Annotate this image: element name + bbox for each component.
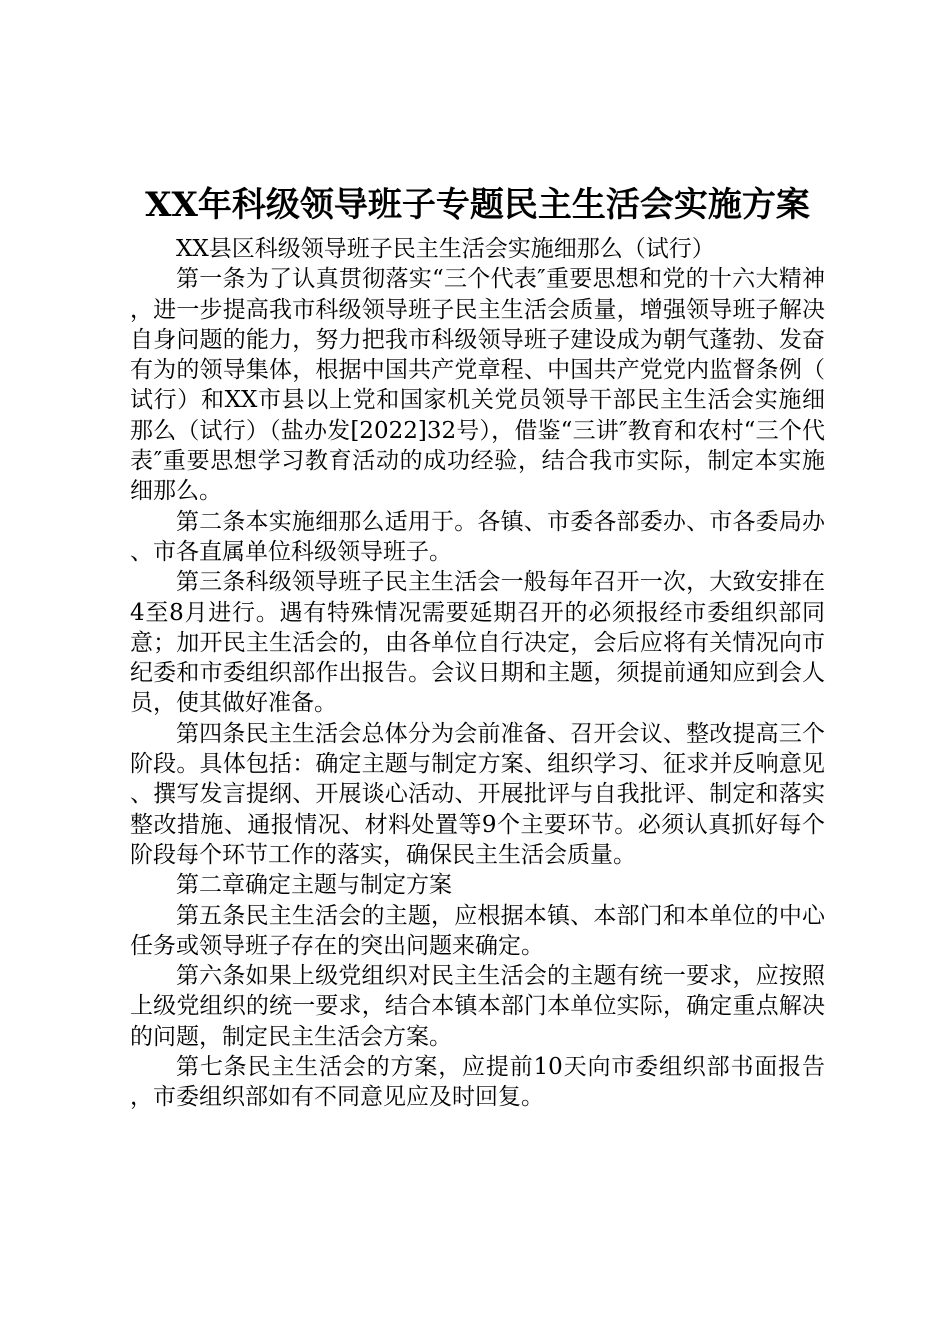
paragraph-article-5: 第五条民主生活会的主题，应根据本镇、本部门和本单位的中心任务或领导班子存在的突出问题来确定。 — [130, 902, 825, 959]
document-title: XX年科级领导班子专题民主生活会实施方案 — [145, 185, 810, 225]
document-page — [130, 180, 825, 1113]
paragraph-article-1: 第一条为了认真贯彻落实“三个代表″重要思想和党的十六大精神，进一步提高我市科级领导班子民主生活会质量，增强领导班子解决自身问题的能力，努力把我市科级领导班子建设成为朝气蓬勃、发奋有为的领导集体，根据中国共产党章程、中国共产党党内监督条例（试行）和XX市县以上党和国家机关党员领导干部民主生活会实施细那么（试行）（盐办发[2022]32号），借鉴“三讲″教育和农村“三个代表″重要思想学习教育活动的成功经验，结合我市实际，制定本实施细那么。 — [130, 266, 825, 505]
paragraph-article-4: 第四条民主生活会总体分为会前准备、召开会议、整改提高三个阶段。具体包括：确定主题与制定方案、组织学习、征求并反响意见、撰写发言提纲、开展谈心活动、开展批评与自我批评、制定和落实整改措施、通报情况、材料处置等9个主要环节。必须认真抓好每个阶段每个环节工作的落实，确保民主生活会质量。 — [130, 720, 825, 868]
paragraph-subtitle: XX县区科级领导班子民主生活会实施细那么（试行） — [176, 236, 715, 262]
paragraph-article-3: 第三条科级领导班子民主生活会一般每年召开一次，大致安排在4至8月进行。遇有特殊情况需要延期召开的必须报经市委组织部同意；加开民主生活会的，由各单位自行决定，会后应将有关情况向市纪委和市委组织部作出报告。会议日期和主题，须提前通知应到会人员，使其做好准备。 — [130, 569, 825, 717]
paragraph-article-6: 第六条如果上级党组织对民主生活会的主题有统一要求，应按照上级党组织的统一要求，结合本镇本部门本单位实际，确定重点解决的问题，制定民主生活会方案。 — [130, 963, 825, 1050]
chapter-heading: 第二章确定主题与制定方案 — [176, 872, 452, 899]
paragraph-article-2: 第二条本实施细那么适用于。各镇、市委各部委办、市各委局办、市各直属单位科级领导班子。 — [130, 508, 825, 565]
paragraph-article-7: 第七条民主生活会的方案，应提前10天向市委组织部书面报告，市委组织部如有不同意见应及时回复。 — [130, 1054, 825, 1111]
